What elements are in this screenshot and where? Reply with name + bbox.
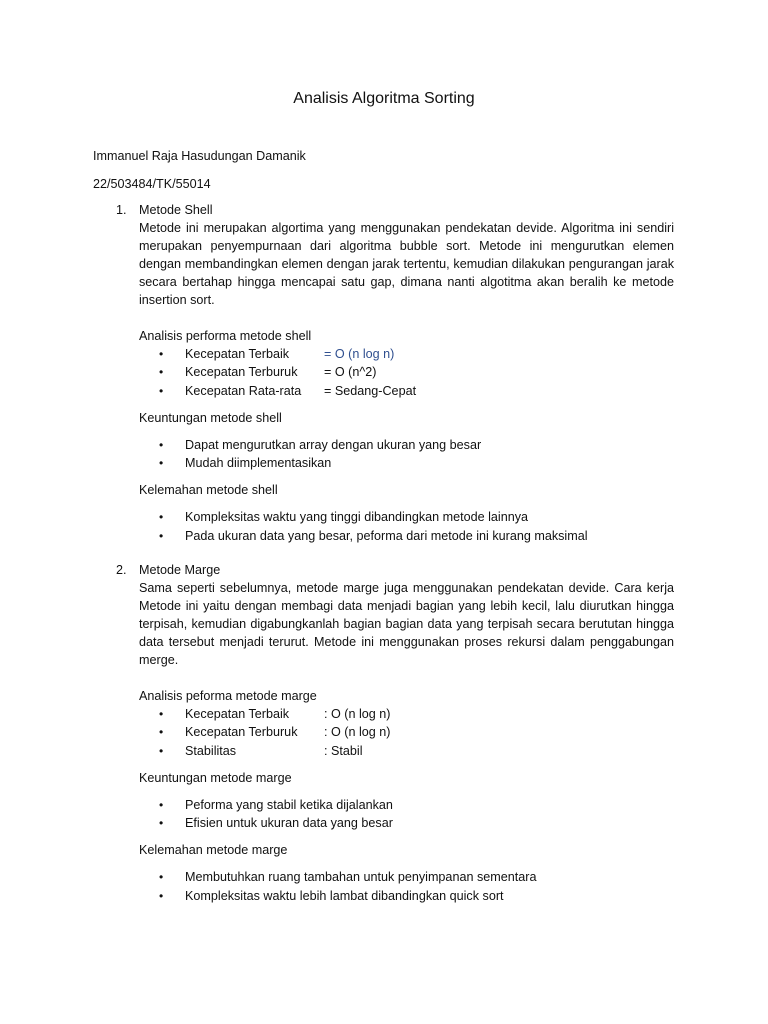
section-number: 2. [116,563,127,577]
metric-value: : O (n log n) [324,725,391,740]
performance-heading: Analisis peforma metode marge [139,689,317,703]
bullet-icon: • [159,707,164,721]
performance-list [93,345,674,400]
metric-label: Kecepatan Terburuk [185,365,298,380]
advantage-text: Peforma yang stabil ketika dijalankan [185,797,393,812]
list-item [93,508,674,526]
bullet-icon: • [159,383,164,398]
metric-value: = Sedang-Cepat [324,383,417,398]
disadvantage-text: Kompleksitas waktu lebih lambat dibandingkan quick sort [185,888,504,903]
section-heading [93,201,674,219]
bullet-icon: • [159,365,164,380]
bullet-icon: • [159,888,164,903]
bullet-icon: • [159,725,164,740]
bullet-icon: • [159,816,164,831]
list-item [93,382,674,400]
section-description: Sama seperti sebelumnya, metode marge juga menggunakan pendekatan devide. Cara kerja Metode ini yaitu dengan membagi data menjadi bagian yang lebih kecil, lalu diurutkan hingga terpisah, kemudian digabungkanlah bagian bagian data yang terpisah secara berututan hingga data tersebut menjadi terurut. Metode ini menggunakan proses rekursi dalam penggabungan merge. [139,581,674,667]
bullet-icon: • [159,528,164,543]
document-title: Analisis Algoritma Sorting [293,90,475,107]
performance-list [93,705,674,760]
author-name: Immanuel Raja Hasudungan Damanik [93,149,306,163]
advantages-heading: Keuntungan metode shell [139,410,282,425]
bullet-icon: • [159,797,164,812]
bullet-icon: • [159,743,164,758]
list-item [93,796,674,814]
list-item [93,363,674,381]
disadvantage-text: Kompleksitas waktu yang tinggi dibandingkan metode lainnya [185,510,529,525]
section-shell [93,201,674,545]
list-item [93,742,674,760]
bullet-icon: • [159,347,164,361]
bullet-icon: • [159,870,164,885]
advantages-list [93,436,674,473]
list-item [93,527,674,545]
list-item [93,814,674,832]
advantages-heading: Keuntungan metode marge [139,770,292,785]
list-item [93,887,674,905]
list-item [93,345,674,363]
disadvantages-heading: Kelemahan metode marge [139,843,288,858]
list-item [93,723,674,741]
metric-value: = O (n log n) [324,347,395,361]
performance-heading: Analisis performa metode shell [139,329,312,343]
student-id: 22/503484/TK/55014 [93,177,211,191]
disadvantages-list [93,508,674,545]
disadvantage-text: Pada ukuran data yang besar, peforma dari metode ini kurang maksimal [185,528,588,543]
section-description: Metode ini merupakan algortima yang menggunakan pendekatan devide. Algoritma ini sendiri merupakan penyempurnaan dari algoritma bubble sort. Metode ini mengurutkan elemen dengan membandingkan elemen dengan jarak tertentu, kemudian dilakukan pengurangan jarak secara bertahap hingga mencapai satu gap, dimana nanti algotitma akan beralih ke metode insertion sort. [139,221,674,307]
section-title: Metode Marge [139,563,221,577]
metric-label: Stabilitas [185,743,237,758]
bullet-icon: • [159,510,164,525]
disadvantages-list [93,868,674,905]
disadvantage-text: Membutuhkan ruang tambahan untuk penyimpanan sementara [185,870,537,885]
bullet-icon: • [159,456,164,471]
list-item [93,454,674,472]
advantage-text: Mudah diimplementasikan [185,456,332,471]
advantages-list [93,796,674,833]
metric-value: : O (n log n) [324,707,391,721]
section-number: 1. [116,203,127,217]
advantage-text: Efisien untuk ukuran data yang besar [185,816,393,831]
list-item [93,436,674,454]
section-heading [93,561,674,579]
bullet-icon: • [159,437,164,452]
advantage-text: Dapat mengurutkan array dengan ukuran yang besar [185,437,482,452]
list-item [93,705,674,723]
section-title: Metode Shell [139,203,213,217]
metric-value: : Stabil [324,743,363,758]
section-marge [93,561,674,905]
metric-label: Kecepatan Terburuk [185,725,298,740]
metric-label: Kecepatan Rata-rata [185,383,302,398]
disadvantages-heading: Kelemahan metode shell [139,483,278,498]
list-item [93,868,674,886]
metric-label: Kecepatan Terbaik [185,347,290,361]
metric-value: = O (n^2) [324,365,377,380]
metric-label: Kecepatan Terbaik [185,707,290,721]
